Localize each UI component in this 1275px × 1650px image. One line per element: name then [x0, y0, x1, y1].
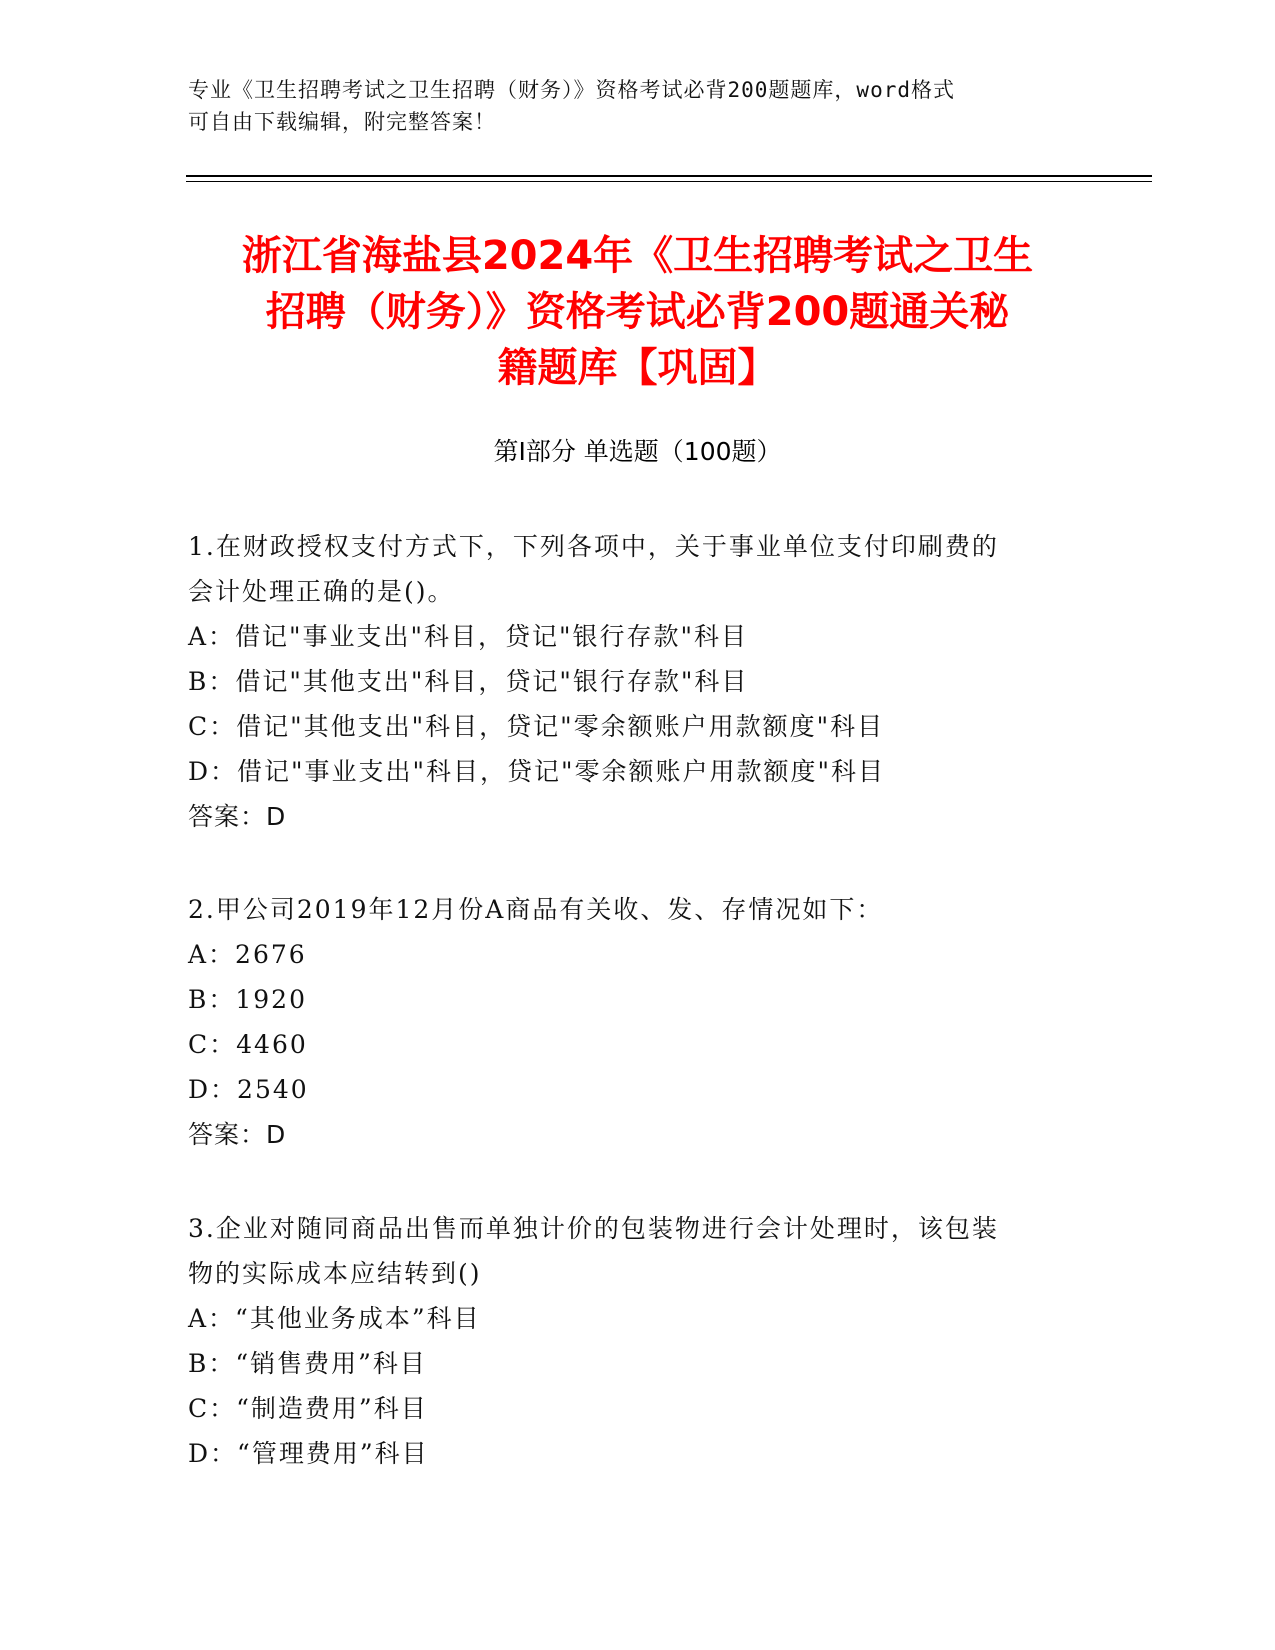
question-stem-line: 2.甲公司2019年12月份A商品有关收、发、存情况如下： — [188, 895, 884, 924]
option-d: D：借记"事业支出"科目，贷记"零余额账户用款额度"科目 — [188, 757, 886, 786]
document-title-line-2: 招聘（财务）》资格考试必背200题通关秘 — [265, 289, 1010, 335]
option-a: A：借记"事业支出"科目，贷记"银行存款"科目 — [188, 622, 749, 651]
question-stem-line: 3.企业对随同商品出售而单独计价的包装物进行会计处理时，该包装 — [188, 1214, 999, 1243]
option-a: A：“其他业务成本”科目 — [188, 1304, 481, 1333]
document-title-line-1: 浙江省海盐县2024年《卫生招聘考试之卫生 — [241, 233, 1034, 279]
document-title-line-3: 籍题库【巩固】 — [497, 345, 778, 391]
option-b: B：“销售费用”科目 — [188, 1349, 427, 1378]
header-note-line-2: 可自由下载编辑，附完整答案！ — [188, 110, 496, 134]
question-stem-line: 会计处理正确的是()。 — [188, 577, 455, 606]
header-divider-thick — [186, 175, 1152, 177]
option-c: C：借记"其他支出"科目，贷记"零余额账户用款额度"科目 — [188, 712, 885, 741]
document-title — [140, 228, 1135, 396]
header-note — [188, 74, 1088, 138]
option-d: D：“管理费用”科目 — [188, 1439, 429, 1468]
question-3 — [188, 1206, 1088, 1476]
option-c: C：“制造费用”科目 — [188, 1394, 428, 1423]
option-d: D：2540 — [188, 1075, 309, 1104]
question-stem-line: 1.在财政授权支付方式下，下列各项中，关于事业单位支付印刷费的 — [188, 532, 999, 561]
option-a: A：2676 — [188, 940, 307, 969]
answer-label: 答案：D — [188, 1120, 287, 1149]
question-stem-line: 物的实际成本应结转到() — [188, 1259, 482, 1288]
answer-label: 答案：D — [188, 802, 287, 831]
question-2 — [188, 887, 1088, 1157]
option-b: B：1920 — [188, 985, 307, 1014]
option-b: B：借记"其他支出"科目，贷记"银行存款"科目 — [188, 667, 749, 696]
question-1 — [188, 524, 1088, 839]
header-note-line-1: 专业《卫生招聘考试之卫生招聘（财务）》资格考试必背200题题库，word格式 — [188, 78, 955, 102]
option-c: C：4460 — [188, 1030, 308, 1059]
header-divider-thin — [186, 181, 1152, 182]
section-title: 第I部分 单选题（100题） — [493, 437, 782, 466]
